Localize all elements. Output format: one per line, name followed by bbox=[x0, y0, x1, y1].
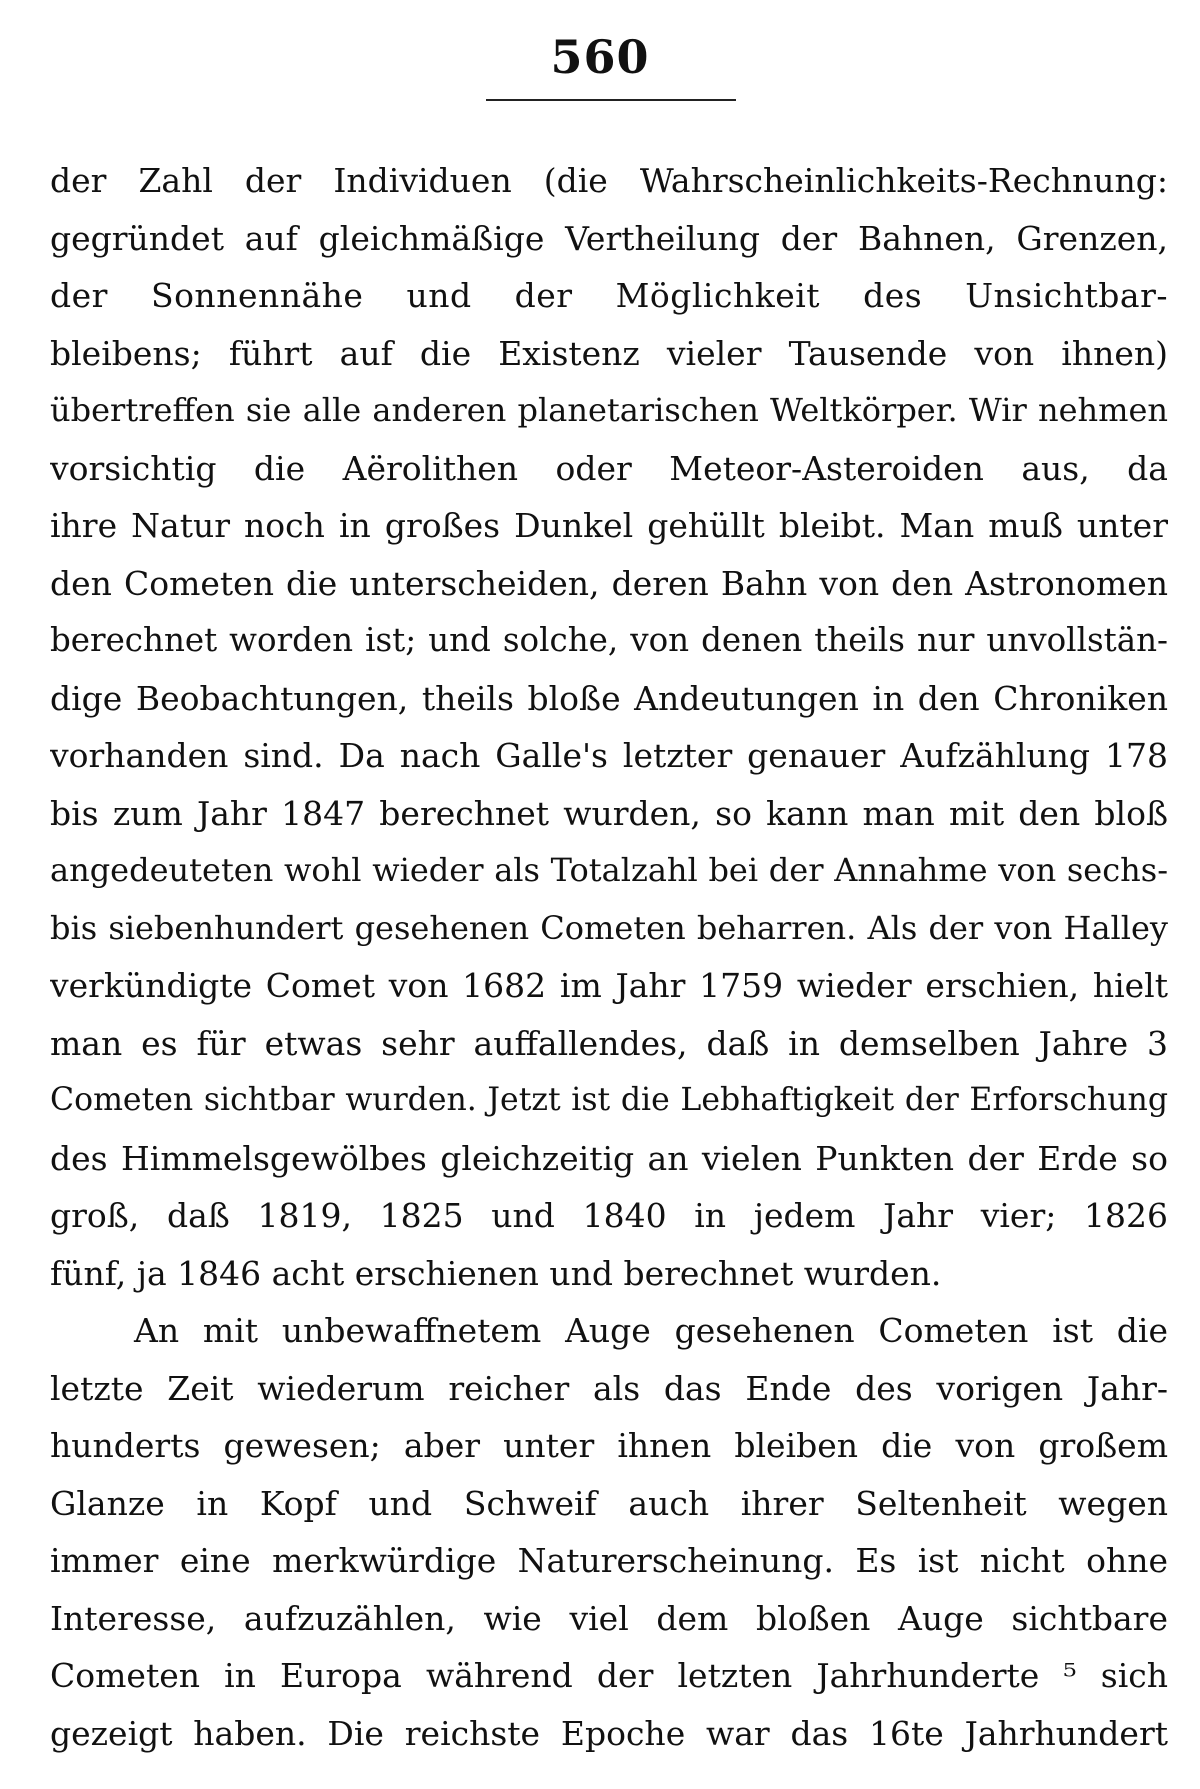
text-line: gegründet auf gleichmäßige Vertheilung der Bahnen, Grenzen, bbox=[50, 218, 1168, 258]
text-line: berechnet worden ist; und solche, von denen theils nur unvollstän- bbox=[50, 621, 1168, 659]
text-line: bleibens; führt auf die Existenz vieler Tausende von ihnen) bbox=[50, 333, 1168, 373]
text-line: des Himmelsgewölbes gleichzeitig an vielen Punkten der Erde so bbox=[50, 1138, 1168, 1178]
text-line: der Sonnennähe und der Möglichkeit des Unsichtbar- bbox=[50, 276, 1168, 315]
text-line: übertreffen sie alle anderen planetarischen Weltkörper. Wir nehmen bbox=[50, 391, 1168, 429]
text-line: Cometen in Europa während der letzten Jahrhunderte ⁵ sich bbox=[50, 1656, 1168, 1695]
text-line: vorsichtig die Aërolithen oder Meteor-Asteroiden aus, da bbox=[50, 448, 1168, 488]
text-line: letzte Zeit wiederum reicher als das Ende des vorigen Jahr- bbox=[50, 1368, 1168, 1408]
text-line: gezeigt haben. Die reichste Epoche war das 16te Jahrhundert bbox=[50, 1713, 1168, 1753]
header-rule bbox=[486, 99, 736, 101]
text-line: man es für etwas sehr auffallendes, daß in demselben Jahre 3 bbox=[50, 1023, 1168, 1063]
text-line: Interesse, aufzuzählen, wie viel dem bloßen Auge sichtbare bbox=[50, 1598, 1168, 1638]
text-line: dige Beobachtungen, theils bloße Andeutungen in den Chroniken bbox=[50, 678, 1168, 718]
body-text bbox=[50, 152, 1168, 1762]
text-line: vorhanden sind. Da nach Galle's letzter genauer Aufzählung 178 bbox=[50, 736, 1168, 775]
text-line: den Cometen die unterscheiden, deren Bahn von den Astronomen bbox=[50, 563, 1168, 603]
text-line: immer eine merkwürdige Naturerscheinung. Es ist nicht ohne bbox=[50, 1541, 1168, 1580]
text-line: ihre Natur noch in großes Dunkel gehüllt bleibt. Man muß unter bbox=[50, 506, 1168, 545]
text-line: Glanze in Kopf und Schweif auch ihrer Seltenheit wegen bbox=[50, 1483, 1168, 1523]
page-number: 560 bbox=[550, 30, 650, 84]
text-line: Cometen sichtbar wurden. Jetzt ist die Lebhaftigkeit der Erforschung bbox=[50, 1082, 1168, 1118]
text-line: bis zum Jahr 1847 berechnet wurden, so kann man mit den bloß bbox=[50, 793, 1168, 833]
text-line: An mit unbewaffnetem Auge gesehenen Cometen ist die bbox=[134, 1311, 1168, 1350]
text-line: hunderts gewesen; aber unter ihnen bleiben die von großem bbox=[50, 1426, 1168, 1465]
text-line: der Zahl der Individuen (die Wahrscheinlichkeits-Rechnung: bbox=[50, 161, 1168, 200]
text-line: groß, daß 1819, 1825 und 1840 in jedem Jahr vier; 1826 bbox=[50, 1196, 1168, 1235]
text-line: angedeuteten wohl wieder als Totalzahl bei der Annahme von sechs- bbox=[50, 851, 1168, 889]
text-line: verkündigte Comet von 1682 im Jahr 1759 wieder erschien, hielt bbox=[50, 966, 1168, 1005]
text-line: fünf, ja 1846 acht erschienen und berechnet wurden. bbox=[50, 1253, 942, 1293]
text-line: bis siebenhundert gesehenen Cometen beharren. Als der von Halley bbox=[50, 908, 1168, 947]
